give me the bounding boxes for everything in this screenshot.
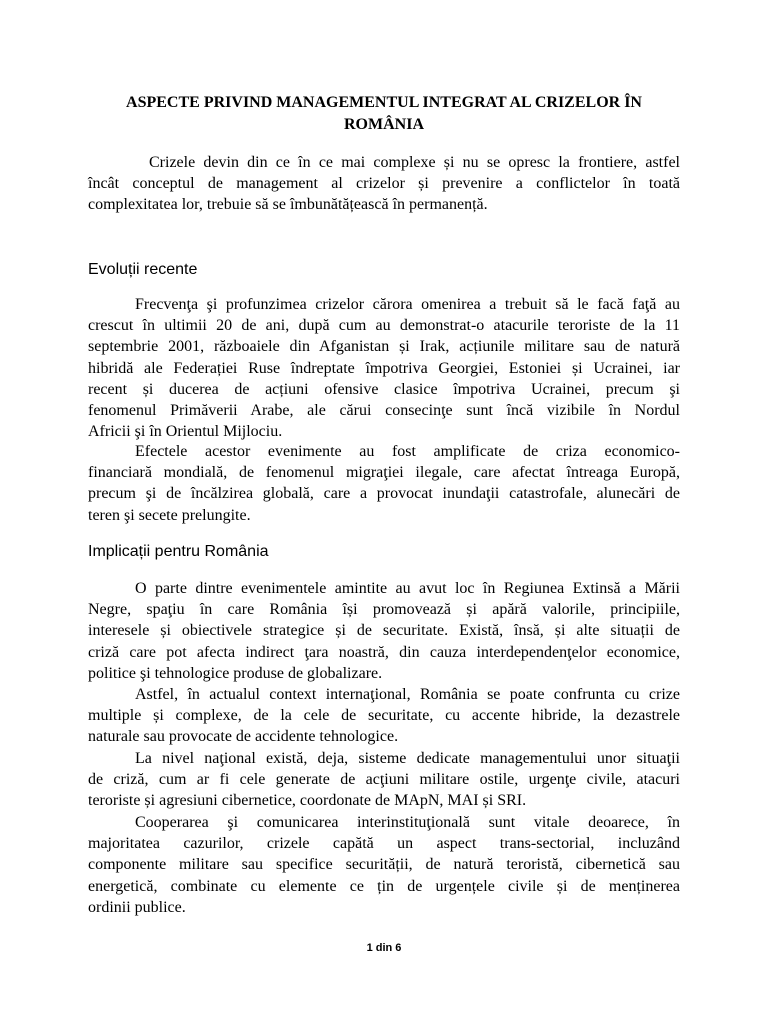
text-line: criză care pot afecta indirect ţara noastră, din cauza interdependenţelor economice, bbox=[88, 643, 680, 661]
text-line: interesele și obiectivele strategice și de securitate. Există, însă, și alte situații de bbox=[88, 622, 680, 640]
text-line: O parte dintre evenimentele amintite au avut loc în Regiunea Extinsă a Mării bbox=[135, 580, 680, 597]
section2-paragraph-3 bbox=[88, 748, 680, 812]
text-line: La nivel naţional există, deja, sisteme dedicate managementului unor situaţii bbox=[135, 750, 680, 767]
text-line: Cooperarea şi comunicarea interinstituţională sunt vitale deoarece, în bbox=[135, 814, 680, 831]
section2-paragraph-1 bbox=[88, 578, 680, 684]
section1-paragraph-1 bbox=[88, 294, 680, 442]
title-line-2: ROMÂNIA bbox=[344, 116, 424, 133]
text-line: încât conceptul de management al crizelor și prevenire a conflictelor în toată bbox=[88, 175, 680, 193]
section-heading-evolutii: Evoluții recente bbox=[88, 261, 198, 278]
section-heading-implicatii: Implicații pentru România bbox=[88, 543, 269, 560]
text-line: ordinii publice. bbox=[88, 898, 186, 916]
text-line: de criză, cum ar fi cele generate de acţiuni militare ostile, urgenţe civile, atacuri bbox=[88, 771, 680, 789]
page-number: 1 din 6 bbox=[366, 942, 402, 954]
document-title bbox=[88, 92, 680, 136]
text-line: septembrie 2001, războaiele din Afganistan și Irak, acțiunile militare sau de natură bbox=[88, 338, 680, 356]
text-line: Astfel, în actualul context internaţional, România se poate confrunta cu crize bbox=[135, 686, 680, 703]
section2-paragraph-4 bbox=[88, 812, 680, 918]
section2-paragraph-2 bbox=[88, 684, 680, 748]
text-line: recent și ducerea de acțiuni ofensive clasice împotriva Ucrainei, precum şi bbox=[88, 380, 680, 398]
text-line: naturale sau provocate de accidente tehnologice. bbox=[88, 728, 399, 746]
text-line: majoritatea cazurilor, crizele capătă un aspect trans-sectorial, incluzând bbox=[88, 835, 680, 853]
text-line: teren şi secete prelungite. bbox=[88, 506, 251, 524]
text-line: hibridă ale Federației Ruse îndreptate împotriva Georgiei, Estoniei și Ucrainei, iar bbox=[88, 359, 680, 377]
text-line: fenomenul Primăverii Arabe, ale cărui consecinţe sunt încă vizibile în Nordul bbox=[88, 402, 680, 420]
text-line: Efectele acestor evenimente au fost amplificate de criza economico- bbox=[135, 443, 680, 460]
text-line: financiară mondială, de fenomenul migraţiei ilegale, care afectat întreaga Europă, bbox=[88, 464, 680, 482]
text-line: complexitatea lor, trebuie să se îmbunătățească în permanență. bbox=[88, 196, 488, 214]
text-line: politice şi tehnologice produse de globalizare. bbox=[88, 664, 383, 682]
text-line: teroriste și agresiuni cibernetice, coordonate de MApN, MAI și SRI. bbox=[88, 792, 527, 810]
text-line: componente militare sau specifice securității, de natură teroristă, cibernetică sau bbox=[88, 856, 680, 874]
text-line: energetică, combinate cu elemente ce țin de urgențele civile și de menținerea bbox=[88, 877, 680, 895]
intro-paragraph bbox=[88, 152, 680, 216]
title-line-1: ASPECTE PRIVIND MANAGEMENTUL INTEGRAT AL CRIZELOR ÎN bbox=[126, 94, 642, 111]
text-line: Negre, spaţiu în care România își promovează și apără valorile, principiile, bbox=[88, 601, 680, 619]
text-line: Africii şi în Orientul Mijlociu. bbox=[88, 423, 283, 441]
text-line: Crizele devin din ce în ce mai complexe și nu se opresc la frontiere, astfel bbox=[149, 154, 680, 171]
text-line: multiple și complexe, de la cele de securitate, cu accente hibride, la dezastrele bbox=[88, 707, 680, 725]
section1-paragraph-2 bbox=[88, 441, 680, 526]
text-line: precum şi de încălzirea globală, care a provocat inundaţii catastrofale, alunecări de bbox=[88, 485, 680, 503]
text-line: crescut în ultimii 20 de ani, după cum au demonstrat-o atacurile teroriste de la 11 bbox=[88, 317, 680, 335]
text-line: Frecvenţa şi profunzimea crizelor cărora omenirea a trebuit să le facă faţă au bbox=[135, 296, 680, 313]
